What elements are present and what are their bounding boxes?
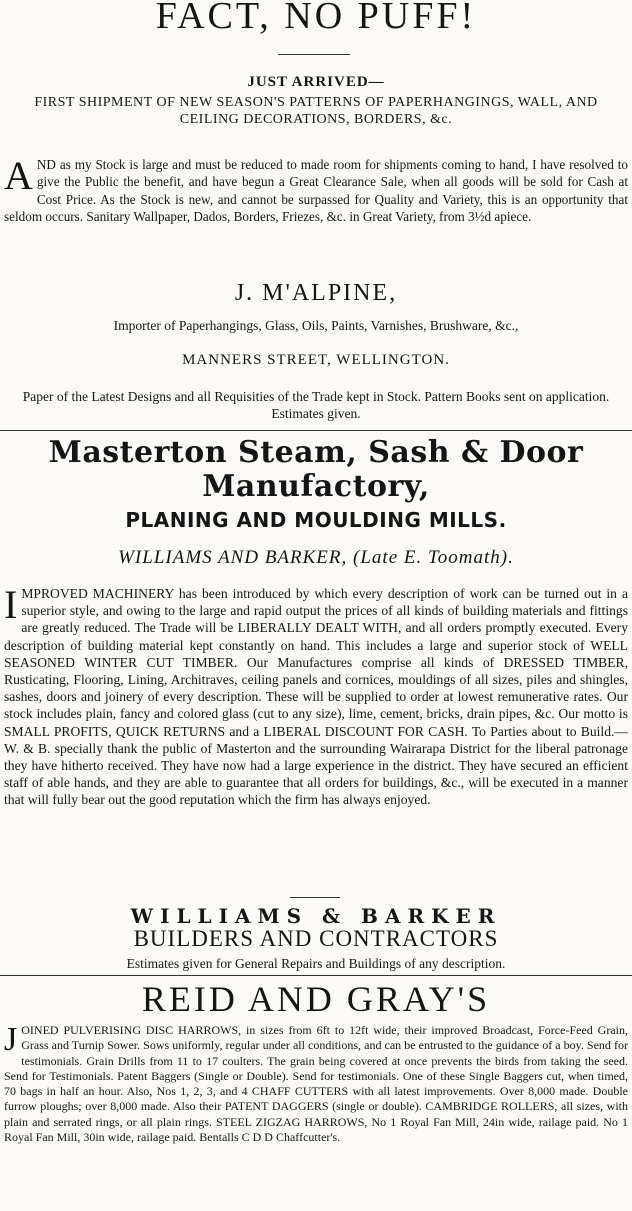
ad2-owners: WILLIAMS AND BARKER, (Late E. Toomath). bbox=[118, 547, 514, 568]
ad1-body: ND as my Stock is large and must be reduced to made room for shipments coming to hand, I have resolved to give the Public the benefit, and have begun a Great Clearance Sale, when all goods will be sold for Cash at Cost Price. As the Stock is new, and cannot be surpassed for Quality and Variety, this is an opportunity that seldom occurs. Sanitary Wallpaper, Dados, Borders, Friezes, &c. in Great Variety, from 3½d apiece. bbox=[4, 157, 628, 224]
ad1-importer: Importer of Paperhangings, Glass, Oils, Paints, Varnishes, Brushware, &c., bbox=[113, 318, 519, 333]
ad-separator bbox=[0, 975, 632, 976]
ad1-subhead: FIRST SHIPMENT OF NEW SEASON'S PATTERNS OF PAPERHANGINGS, WALL, AND CEILING DECORATIONS, BORDERS, &c. bbox=[34, 95, 598, 127]
ad2-drop-cap: I bbox=[4, 582, 18, 627]
divider bbox=[290, 897, 340, 898]
ad2-heading-line1: Masterton Steam, Sash & Door bbox=[48, 435, 584, 470]
ad2-heading-line2: Manufactory, bbox=[202, 469, 430, 504]
ad1-heading: FACT, NO PUFF! bbox=[155, 0, 477, 37]
ad4-body: OINED PULVERISING DISC HARROWS, in sizes from 6ft to 12ft wide, their improved Broadcast, Force-Feed Grain, Grass and Turnip Sower. Sows uniformly, regular under all conditions, and can be entrusted to the guidance of a boy. Send for testimonials. Grain Drills from 11 to 17 coulters. The grain being covered at once prevents the birds from taking the seed. Send for Testimonials. Patent Baggers (Single or Double). Send for testimonials. One of these Single Baggers cut, when timed, 70 bags in half an hour. Also, Nos 1, 2, 3, and 4 CHAFF CUTTERS with all latest improvements. Over 8,000 made. Double furrow ploughs; over 8,000 made. Also their PATENT DAGGERS (single or double). CAMBRIDGE ROLLERS, all sizes, with plain and serrated rings, or all plain rings. STEEL ZIGZAG HARROWS, No 1 Royal Fan Mill, 24in wide, railage paid. No 1 Royal Fan Mill, 30in wide, railage paid. Bentalls C D D Chaffcutter's. bbox=[4, 1023, 628, 1145]
ad1-just-arrived: JUST ARRIVED— bbox=[247, 74, 385, 90]
ad3-tagline: Estimates given for General Repairs and Buildings of any description. bbox=[126, 956, 506, 971]
ad1-name: J. M'ALPINE, bbox=[234, 280, 398, 306]
ad3-subhead: BUILDERS AND CONTRACTORS bbox=[133, 926, 499, 951]
ad4-body-paragraph bbox=[4, 1023, 628, 1145]
ad-separator bbox=[0, 430, 632, 431]
ad2-subhead: PLANING AND MOULDING MILLS. bbox=[125, 508, 507, 532]
ad4-drop-cap: J bbox=[4, 1021, 18, 1058]
ad2-body-paragraph bbox=[4, 582, 628, 809]
ad4-heading: REID AND GRAY'S bbox=[141, 979, 491, 1019]
ad1-footer: Paper of the Latest Designs and all Requisities of the Trade kept in Stock. Pattern Books sent on application. Estimates given. bbox=[22, 389, 610, 421]
ad1-address: MANNERS STREET, WELLINGTON. bbox=[182, 352, 450, 368]
ad3-heading: WILLIAMS & BARKER bbox=[130, 904, 502, 928]
ad1-body-paragraph bbox=[4, 153, 628, 225]
ad1-drop-cap: A bbox=[4, 153, 33, 198]
divider bbox=[278, 54, 350, 55]
ad2-body: MPROVED MACHINERY has been introduced by which every description of work can be turned out in a superior style, and owing to the large and rapid output the prices of all kinds of building materials and fittings are greatly reduced. The Trade will be LIBERALLY DEALT WITH, and all orders promptly executed. Every description of building material kept constantly on hand. This includes a large and superior stock of WELL SEASONED WINTER CUT TIMBER. Our Manufactures comprise all kinds of DRESSED TIMBER, Rusticating, Flooring, Lining, Architraves, ceiling panels and cornices, mouldings of all sizes, piles and shingles, sashes, doors and joinery of every description. These will be supplied to order at lowest remunerative rates. Our stock includes plain, fancy and colored glass (cut to any size), lime, cement, bricks, drain pipes, &c. Our motto is SMALL PROFITS, QUICK RETURNS and a LIBERAL DISCOUNT FOR CASH. To Parties about to Build.—W. & B. specially thank the public of Masterton and the surrounding Wairarapa District for the liberal patronage they have hitherto received. They have now had a large experience in the district. They have secured an efficient staff of able hands, and they are able to guarantee that all orders for buildings, &c., will be executed in a manner that will fully bear out the good reputation which the firm has always enjoyed. bbox=[4, 586, 628, 808]
